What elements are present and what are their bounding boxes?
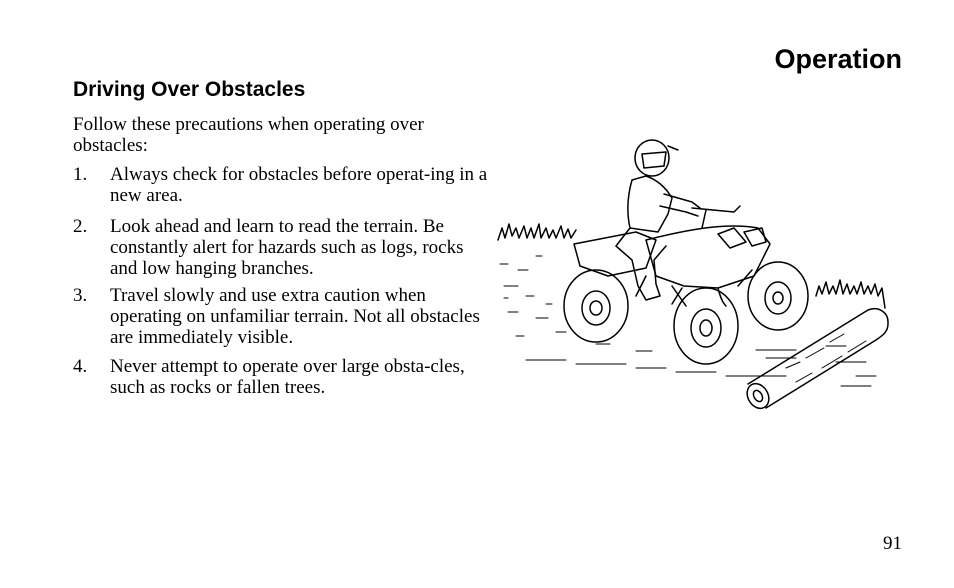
grass-right bbox=[816, 280, 885, 308]
handlebar bbox=[692, 206, 740, 228]
page-number: 91 bbox=[883, 533, 902, 554]
list-item bbox=[73, 356, 493, 398]
chapter-title: Operation bbox=[774, 44, 902, 74]
list-item-number: 2. bbox=[73, 216, 88, 237]
rear-wheel bbox=[564, 270, 628, 342]
section-title: Driving Over Obstacles bbox=[73, 78, 306, 101]
intro-paragraph: Follow these precautions when operating over obstacles: bbox=[73, 114, 424, 156]
list-item-text: Look ahead and learn to read the terrain. Be constantly alert for hazards such as logs, rocks and low hanging branches. bbox=[110, 216, 464, 279]
grass-left bbox=[498, 224, 576, 240]
atv-rider-over-log-illustration bbox=[496, 136, 906, 416]
rider-leg bbox=[616, 228, 666, 300]
rider-torso bbox=[628, 176, 672, 232]
list-item bbox=[73, 164, 493, 206]
front-right-wheel bbox=[748, 262, 808, 330]
list-item bbox=[73, 285, 493, 348]
list-item-number: 4. bbox=[73, 356, 88, 377]
precaution-list bbox=[73, 164, 493, 398]
list-item-text: Travel slowly and use extra caution when operating on unfamiliar terrain. Not all obstacles are immediately visible. bbox=[110, 285, 480, 348]
ground-texture bbox=[500, 256, 876, 386]
atv-body bbox=[574, 206, 770, 306]
list-item bbox=[73, 216, 493, 279]
rider-arm bbox=[660, 194, 700, 216]
fallen-log bbox=[743, 309, 888, 413]
list-item-text: Always check for obstacles before operat-ing in a new area. bbox=[110, 164, 488, 206]
list-item-number: 3. bbox=[73, 285, 88, 306]
list-item-text: Never attempt to operate over large obsta-cles, such as rocks or fallen trees. bbox=[110, 356, 465, 398]
front-left-wheel bbox=[674, 288, 738, 364]
list-item-number: 1. bbox=[73, 164, 88, 185]
